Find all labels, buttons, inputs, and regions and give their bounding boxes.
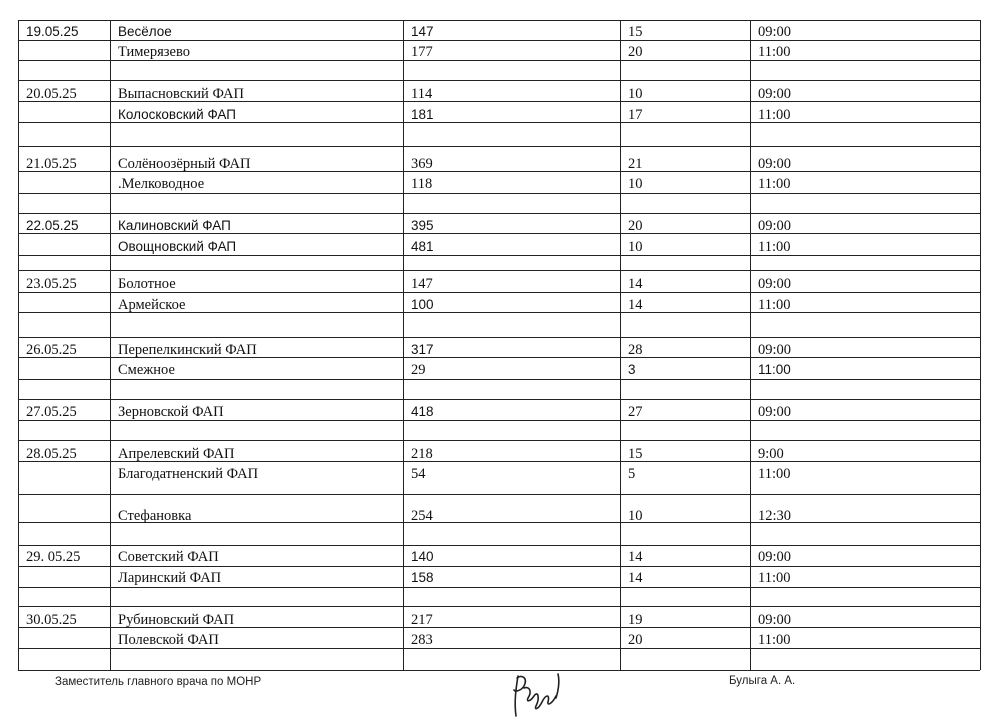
time-cell: 09:00 xyxy=(758,404,792,420)
number-cell: 10 xyxy=(628,86,643,102)
footer-position: Заместитель главного врача по МОНР xyxy=(55,676,262,688)
count-cell: 118 xyxy=(411,176,433,192)
table-rule xyxy=(18,420,980,421)
time-cell: 12:30 xyxy=(758,508,792,524)
count-cell: 177 xyxy=(411,44,433,60)
time-cell: 09:00 xyxy=(758,218,792,234)
count-cell: 254 xyxy=(411,508,433,524)
number-cell: 14 xyxy=(628,297,643,313)
table-rule xyxy=(18,670,980,671)
table-column-border xyxy=(403,20,404,670)
table-rule xyxy=(18,193,980,194)
table-rule xyxy=(18,440,980,441)
time-cell: 11:00 xyxy=(758,466,791,482)
table-column-border xyxy=(620,20,621,670)
count-cell: 418 xyxy=(411,404,434,419)
place-cell: Стефановка xyxy=(118,508,192,524)
place-cell: Солёноозёрный ФАП xyxy=(118,156,251,172)
place-cell: Армейское xyxy=(118,297,186,313)
place-cell: Полевской ФАП xyxy=(118,632,219,648)
table-rule xyxy=(18,545,980,546)
count-cell: 54 xyxy=(411,466,426,482)
count-cell: 317 xyxy=(411,342,434,357)
table-rule xyxy=(18,255,980,256)
count-cell: 218 xyxy=(411,446,433,462)
count-cell: 395 xyxy=(411,218,434,233)
table-column-border xyxy=(18,20,19,670)
number-cell: 5 xyxy=(628,466,636,482)
table-column-border xyxy=(110,20,111,670)
count-cell: 100 xyxy=(411,297,434,312)
table-rule xyxy=(18,566,980,567)
place-cell: Болотное xyxy=(118,276,176,292)
time-cell: 11:00 xyxy=(758,239,791,255)
time-cell: 9:00 xyxy=(758,446,784,462)
time-cell: 11:00 xyxy=(758,297,791,313)
time-cell: 09:00 xyxy=(758,24,792,40)
count-cell: 147 xyxy=(411,24,434,39)
place-cell: Весёлое xyxy=(118,24,172,39)
table-column-border xyxy=(750,20,751,670)
place-cell: Ларинский ФАП xyxy=(118,570,222,586)
number-cell: 20 xyxy=(628,632,643,648)
place-cell: Благодатненский ФАП xyxy=(118,466,259,482)
time-cell: 09:00 xyxy=(758,342,792,358)
count-cell: 140 xyxy=(411,549,434,564)
time-cell: 11:00 xyxy=(758,44,791,60)
time-cell: 09:00 xyxy=(758,612,792,628)
count-cell: 217 xyxy=(411,612,433,628)
place-cell: Тимерязево xyxy=(118,44,190,60)
time-cell: 11:00 xyxy=(758,176,791,192)
table-rule xyxy=(18,213,980,214)
date-cell: 19.05.25 xyxy=(26,24,79,39)
count-cell: 283 xyxy=(411,632,433,648)
time-cell: 11:00 xyxy=(758,632,791,648)
table-rule xyxy=(18,494,980,495)
count-cell: 158 xyxy=(411,570,434,585)
table-rule xyxy=(18,379,980,380)
place-cell: Смежное xyxy=(118,362,175,378)
date-cell: 26.05.25 xyxy=(26,342,77,358)
place-cell: Выпасновский ФАП xyxy=(118,86,244,102)
date-cell: 20.05.25 xyxy=(26,86,77,102)
number-cell: 17 xyxy=(628,107,643,123)
number-cell: 27 xyxy=(628,404,643,420)
place-cell: Советский ФАП xyxy=(118,549,219,565)
number-cell: 10 xyxy=(628,508,643,524)
table-rule xyxy=(18,146,980,147)
number-cell: 14 xyxy=(628,276,643,292)
number-cell: 20 xyxy=(628,44,643,60)
number-cell: 21 xyxy=(628,156,643,172)
table-rule xyxy=(18,40,980,41)
table-rule xyxy=(18,337,980,338)
number-cell: 20 xyxy=(628,218,643,234)
number-cell: 19 xyxy=(628,612,643,628)
count-cell: 114 xyxy=(411,86,433,102)
table-rule xyxy=(18,20,980,21)
number-cell: 10 xyxy=(628,176,643,192)
table-rule xyxy=(18,587,980,588)
date-cell: 28.05.25 xyxy=(26,446,77,462)
place-cell: Перепелкинский ФАП xyxy=(118,342,257,358)
count-cell: 29 xyxy=(411,362,426,378)
time-cell: 11:00 xyxy=(758,107,791,123)
table-rule xyxy=(18,648,980,649)
number-cell: 15 xyxy=(628,24,643,40)
signature-icon xyxy=(500,668,570,720)
date-cell: 29. 05.25 xyxy=(26,549,81,565)
table-rule xyxy=(18,270,980,271)
number-cell: 15 xyxy=(628,446,643,462)
date-cell: 23.05.25 xyxy=(26,276,77,292)
place-cell: Калиновский ФАП xyxy=(118,218,231,233)
table-rule xyxy=(18,399,980,400)
footer-signer-name: Булыга А. А. xyxy=(729,675,796,687)
place-cell: Зерновской ФАП xyxy=(118,404,224,420)
table-rule xyxy=(18,292,980,293)
count-cell: 181 xyxy=(411,107,434,122)
count-cell: 481 xyxy=(411,239,434,254)
place-cell: .Мелководное xyxy=(118,176,205,192)
time-cell: 11:00 xyxy=(758,362,791,377)
date-cell: 27.05.25 xyxy=(26,404,77,420)
table-rule xyxy=(18,80,980,81)
table-column-border xyxy=(980,20,981,670)
number-cell: 10 xyxy=(628,239,643,255)
table-rule xyxy=(18,606,980,607)
date-cell: 22.05.25 xyxy=(26,218,79,233)
table-rule xyxy=(18,60,980,61)
time-cell: 09:00 xyxy=(758,86,792,102)
date-cell: 30.05.25 xyxy=(26,612,77,628)
count-cell: 369 xyxy=(411,156,433,172)
place-cell: Овощновский ФАП xyxy=(118,239,237,254)
place-cell: Колосковский ФАП xyxy=(118,107,236,122)
number-cell: 14 xyxy=(628,570,643,586)
number-cell: 14 xyxy=(628,549,643,565)
count-cell: 147 xyxy=(411,276,433,292)
place-cell: Апрелевский ФАП xyxy=(118,446,235,462)
place-cell: Рубиновский ФАП xyxy=(118,612,235,628)
time-cell: 11:00 xyxy=(758,570,791,586)
number-cell: 3 xyxy=(628,362,636,377)
time-cell: 09:00 xyxy=(758,156,792,172)
time-cell: 09:00 xyxy=(758,549,792,565)
date-cell: 21.05.25 xyxy=(26,156,77,172)
time-cell: 09:00 xyxy=(758,276,792,292)
number-cell: 28 xyxy=(628,342,643,358)
